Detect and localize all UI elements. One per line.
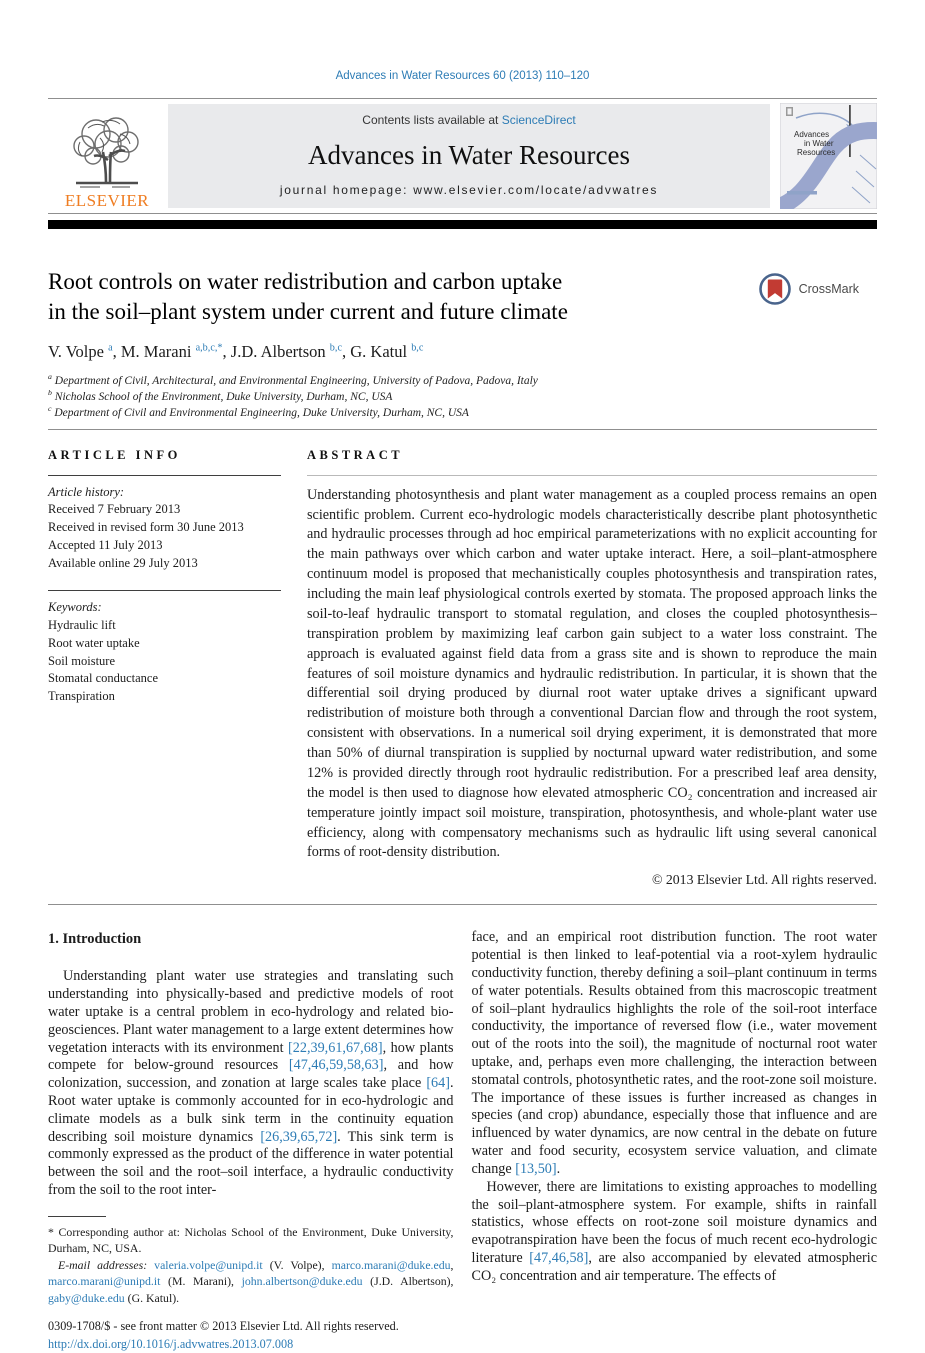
contents-line <box>168 113 770 127</box>
text-segment: , are also accompanied by elevated atmospheric CO₂ concentration and air temperature. The effects of <box>471 1249 878 1284</box>
article-title-line1: Root controls on water redistribution and carbon uptake <box>48 269 563 294</box>
doi-link[interactable]: http://dx.doi.org/10.1016/j.advwatres.2013.07.008 <box>48 1336 294 1351</box>
cover-title-line2: in Water <box>804 139 834 148</box>
abstract-heading: ABSTRACT <box>307 447 404 462</box>
keyword-item: Stomatal conductance <box>48 671 159 686</box>
email-link[interactable]: marco.marani@unipd.it <box>48 1274 161 1289</box>
citation-link[interactable]: [26,39,65,72] <box>260 1128 338 1145</box>
text-segment: (J.D. Albertson), <box>362 1274 454 1289</box>
cover-title-line3: Resources <box>797 148 836 157</box>
abstract-column <box>307 448 877 889</box>
text-segment: V. Volpe <box>48 341 109 361</box>
contents-line-text: Contents lists available at <box>362 113 502 127</box>
text-segment: * Corresponding author at: Nicholas School of the Environment, Duke University, Durham, NC, USA. <box>48 1224 454 1256</box>
article-history-label: Article history: <box>48 484 125 499</box>
text-segment: Department of Civil, Architectural, and Environmental Engineering, University of Padova, Padova, Italy <box>51 374 538 387</box>
journal-citation-header: Advances in Water Resources 60 (2013) 110–120 <box>335 70 590 82</box>
text-segment: (M. Marani), <box>160 1274 242 1289</box>
affiliations <box>48 372 877 421</box>
sciencedirect-link[interactable]: ScienceDirect <box>501 113 576 127</box>
journal-cover-thumbnail <box>780 103 877 209</box>
citation-link[interactable]: [13,50] <box>515 1160 557 1177</box>
text-segment: Nicholas School of the Environment, Duke University, Durham, NC, USA <box>51 390 393 403</box>
history-online: Available online 29 July 2013 <box>48 555 198 570</box>
history-revised: Received in revised form 30 June 2013 <box>48 520 244 535</box>
keywords-block <box>48 590 281 706</box>
title-block <box>48 267 877 327</box>
footnote-block <box>48 1216 454 1307</box>
affiliation-b <box>48 388 877 404</box>
keywords-list <box>48 599 281 706</box>
citation-link[interactable]: [47,46,59,58,63] <box>288 1057 384 1074</box>
text-segment: (V. Volpe), <box>262 1257 332 1272</box>
text-segment: However, there are limitations to existing approaches to modelling the soil–plant-atmosphere system. For example, shifts in rainfall statistics, whose effects on root-zone soil moisture dynamics and evapotranspiration have been the focus of much recent eco-hydrologic literature <box>471 1178 877 1266</box>
affiliation-a <box>48 372 877 388</box>
section-heading-introduction: 1. Introduction <box>48 931 142 948</box>
keyword-item: Soil moisture <box>48 653 116 668</box>
intro-right-column <box>472 929 878 1353</box>
author-affiliation-superscript: b,c <box>329 342 342 354</box>
journal-homepage-link[interactable]: journal homepage: www.elsevier.com/locate/advwatres <box>279 183 659 197</box>
author-list <box>48 342 877 362</box>
email-link[interactable]: john.albertson@duke.edu <box>241 1274 363 1289</box>
text-segment: , <box>450 1257 454 1272</box>
intro-paragraph <box>472 929 878 1178</box>
intro-paragraph <box>48 968 454 1200</box>
crossmark-icon <box>757 271 793 307</box>
article-info-column <box>48 448 281 889</box>
text-segment: E-mail addresses: <box>58 1257 155 1272</box>
author-affiliation-superscript: a,b,c,* <box>195 342 223 354</box>
footnote-rule <box>48 1216 106 1217</box>
abstract-text: Understanding photosynthesis and plant water management as a coupled process remains an open scientific problem. Current eco-hydrologic models characteristically describe plant photosynthetic and hydraulic processes through ad hoc empirical parameterizations with no explicit accounting for the main pathways over which carbon and water uptake interact. Here, a soil–plant-atmosphere continuum model is proposed that mechanistically couples photosynthesis and transpiration rates, including the main leaf physiological controls exerted by stomata. The proposed approach links the soil-to-leaf hydraulic transport to stomatal regulation, and closes the coupled photosynthesis–transpiration problem by maximizing leaf carbon gain subject to a water loss constraint. The approach is evaluated against field data from a grass site and is shown to reproduce the main features of soil moisture dynamics and hydraulic redistribution. In particular, it is shown that the differential soil drying produced by diurnal root water uptake drives a significant upward redistribution of moisture both through a conventional Darcian flow and through the root system, consistent with observations. In a numerical soil drying experiment, it is demonstrated that more than 50% of diurnal transpiration is supplied by nocturnal upward water redistribution, and some 12% is provided directly through root hydraulic redistribution. For a prescribed leaf area density, the model is then used to diagnose how elevated atmospheric CO₂ concentration and increased air temperature jointly impact soil moisture, transpiration, photosynthesis, and whole-plant water use efficiency, along with compensatory mechanisms such as hydraulic lift using several canonical forms of root-density distribution. <box>307 486 877 861</box>
crossmark-badge[interactable] <box>757 271 859 307</box>
citation-link[interactable]: [22,39,61,67,68] <box>288 1039 383 1056</box>
intro-left-column <box>48 929 454 1353</box>
text-segment: . Root water uptake is commonly accounted for in eco-hydrologic and climate models as a bulk sink term in the continuity equation describing soil moisture dynamics <box>48 1075 454 1145</box>
text-segment: face, and an empirical root distribution function. The root water potential is then linked to leaf-potential via a root-xylem hydraulic conductivity function, thereby defining a soil–plant continuum in terms of water potentials. Results obtained from this macroscopic treatment of soil–plant hydraulics highlights the role of the soil-root interface conductivity, the importance of reversed flow (i.e., water movement out of the roots into the soil), the magnitude of nocturnal root water uptake, and, perhaps even more challenging, the interaction between stomatal controls, photosynthetic rates, and the root-zone soil moisture. The importance of these issues is further increased as changes in species (and crop) abundance, especially those that influence and are influenced by water dynamics, are now central in the debate on future water and food security, ecosystem service valuation, and climate change <box>471 929 877 1177</box>
keywords-rule <box>48 590 281 591</box>
text-segment: , M. Marani <box>112 341 196 361</box>
text-segment: , J.D. Albertson <box>222 341 330 361</box>
journal-banner <box>168 104 770 208</box>
corresponding-author-note <box>48 1224 454 1257</box>
citation-link[interactable]: [64] <box>426 1075 450 1092</box>
text-segment: , and how colonization, succession, and zonation at large scales take place <box>48 1057 454 1092</box>
affiliation-c <box>48 404 877 420</box>
abstract-rule <box>307 475 877 476</box>
keyword-item: Hydraulic lift <box>48 618 116 633</box>
email-link[interactable]: gaby@duke.edu <box>48 1290 125 1305</box>
issn-copyright-line: 0309-1708/$ - see front matter © 2013 Elsevier Ltd. All rights reserved. <box>48 1319 399 1334</box>
keywords-label: Keywords: <box>48 600 102 615</box>
header-divider-bar <box>48 220 877 229</box>
history-received: Received 7 February 2013 <box>48 502 181 517</box>
text-segment: , how plants compete for below-ground resources <box>48 1039 454 1074</box>
text-segment: . This sink term is commonly expressed as the product of the difference in water potential between the soil and the root–soil interface, a hydraulic conductivity from the soil to the root inter- <box>48 1128 454 1199</box>
text-segment: b <box>48 388 52 398</box>
elsevier-tree-icon <box>66 112 148 190</box>
front-matter-footer <box>48 1318 454 1353</box>
keyword-item: Transpiration <box>48 689 115 704</box>
email-link[interactable]: marco.marani@duke.edu <box>331 1257 451 1272</box>
cover-title-line1: Advances <box>794 130 830 139</box>
keyword-item: Root water uptake <box>48 635 140 650</box>
text-segment: Understanding plant water use strategies and translating such understanding into physically-based and predictive models of root water uptake is a central problem in eco-hydrology and related bio-geosciences. Plant water management to a large extent determines how vegetation interacts with its environment <box>48 968 454 1056</box>
citation-link[interactable]: [47,46,58] <box>529 1249 589 1266</box>
introduction-section <box>48 929 877 1353</box>
email-addresses-note <box>48 1257 454 1307</box>
text-segment: c <box>48 404 52 414</box>
article-history <box>48 484 281 573</box>
article-title <box>48 267 758 327</box>
journal-title: Advances in Water Resources <box>308 139 630 170</box>
elsevier-wordmark: ELSEVIER <box>64 191 150 210</box>
text-segment: a <box>48 371 52 381</box>
author-affiliation-superscript: b,c <box>411 342 424 354</box>
author-affiliation-superscript: a <box>108 342 113 354</box>
journal-masthead <box>48 98 877 214</box>
text-segment: Department of Civil and Environmental Engineering, Duke University, Durham, NC, USA <box>51 407 469 420</box>
elsevier-logo-block[interactable] <box>48 99 166 213</box>
history-accepted: Accepted 11 July 2013 <box>48 537 163 552</box>
email-link[interactable]: valeria.volpe@unipd.it <box>154 1257 263 1272</box>
info-abstract-section <box>48 429 877 906</box>
article-title-line2: in the soil–plant system under current and future climate <box>48 298 568 324</box>
abstract-copyright: © 2013 Elsevier Ltd. All rights reserved. <box>651 872 877 888</box>
text-segment: . <box>556 1160 561 1177</box>
text-segment: (G. Katul). <box>124 1290 180 1305</box>
crossmark-label: CrossMark <box>798 282 859 296</box>
article-info-heading: ARTICLE INFO <box>48 447 181 462</box>
intro-paragraph <box>472 1179 878 1286</box>
text-segment: , G. Katul <box>341 341 412 361</box>
article-info-rule <box>48 475 281 476</box>
